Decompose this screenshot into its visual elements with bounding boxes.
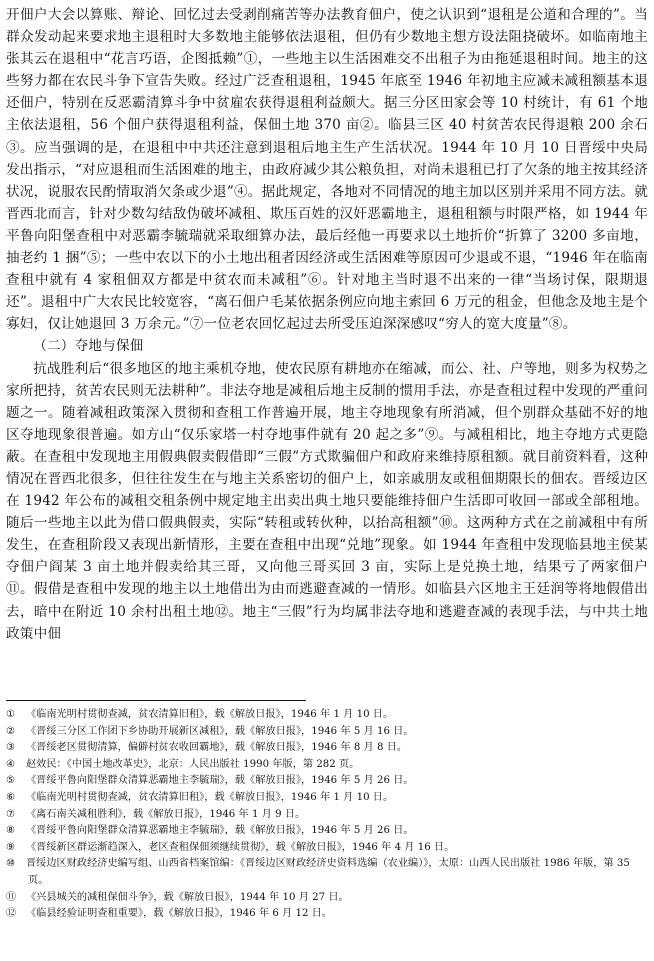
footnote-text: 《临南光明村贯彻查减，贫农清算旧租》，载《解放日报》，1946 年 1 月 10 日。 (26, 791, 394, 803)
footnote-item (6, 773, 648, 790)
paragraph-land-seizure: 抗战胜利后“很多地区的地主乘机夺地，使农民原有耕地亦在缩减，而公、社、户等地，则多为权势之家所把持，贫苦农民则无法耕种”。非法夺地是减租后地主反制的惯用手法，亦是查租过程中发现的严重问题之一。随着减租政策深入贯彻和查租工作普遍开展，地主夺地现象有所消减，但个别群众基础不好的地区夺地现象很普遍。如方山“仅乐家塔一村夺地事件就有 20 起之多”⑨。与减租相比，地主夺地方式更隐蔽。在查租中发现地主用假典假卖假借即“三假”方式欺骗佃户和政府来维持原租额。就目前资料看，这种情况在晋西北很多，但往往发生在与地主关系密切的佃户上，如亲戚朋友或租佃期限长的佃农。晋绥边区在 1942 年公布的减租交租条例中规定地主出卖出典土地只要能维持佃户生活即可收回一部或全部租地。随后一些地主以此为借口假典假卖，实际“转租或转伙种，以抬高租额”⑩。这两种方式在之前减租中有所发生，在查租阶段又表现出新情形，主要在查租中出现“兑地”现象。如 1944 年查租中发现临县地主侯某夺佃户阎某 3 亩土地并假卖给其三哥，又向他三哥买回 3 亩，实际上是兑换土地，结果亏了两家佃户⑪。假借是查租中发现的地主以土地借出为由而逃避查减的一情形。如临县六区地主王廷润等将地假借出去，暗中在附近 10 余村出租土地⑫。地主“三假”行为均属非法夺地和逃避查减的表现手法，与中共土地政策中佃 (6, 360, 648, 642)
footnote-mark: ② (6, 725, 16, 737)
footnote-item (6, 840, 648, 857)
footnote-mark: ⑪ (6, 891, 17, 903)
footnote-mark: ① (6, 709, 16, 720)
footnote-mark: ⑨ (6, 841, 16, 853)
footnote-mark: ③ (6, 742, 16, 754)
footnote-mark: ⑧ (6, 825, 16, 837)
footnotes (6, 707, 648, 923)
footnote-item (6, 823, 648, 840)
footnote-item (6, 807, 648, 824)
footnote-text: 《临南光明村贯彻查减，贫农清算旧租》，载《解放日报》，1946 年 1 月 10 日。 (26, 709, 394, 720)
footnote-item (6, 890, 648, 907)
footnote-item (6, 757, 648, 774)
footnote-divider (6, 700, 306, 701)
footnote-text: 《晋绥平鲁向阳堡群众清算恶霸地主李毓瑞》，载《解放日报》，1946 年 5 月 26 日。 (26, 825, 414, 837)
footnote-text: 《晋绥老区贯彻清算，偏僻村贫农收回霸地》，载《解放日报》，1946 年 8 月 8 日。 (26, 742, 408, 754)
footnote-item (6, 724, 648, 741)
main-text (6, 4, 648, 645)
footnote-item (6, 707, 648, 724)
paragraph-continued: 开佃户大会以算账、辩论、回忆过去受剥削痛苦等办法教育佃户，使之认识到“退租是公道和合理的”。当群众发动起来要求地主退租时大多数地主能够依法退租，但仍有少数地主想方设法阻挠破坏。如临南地主张其云在退租中“花言巧语，企图抵赖”①，一些地主以生活困难交不出租子为由拖延退租时间。地主的这些努力都在农民斗争下宣告失败。经过广泛查租退租，1945 年底至 1946 年初地主应减未减租额基本退还佃户，特别在反恶霸清算斗争中贫雇农获得退租利益颇大。据三分区田家会等 10 村统计，有 61 个地主依法退租，56 个佃户获得退租利益，保佃土地 370 亩②。临县三区 40 村贫苦农民得退粮 200 余石③。应当强调的是，在退租中中共还注意到退租后地主生产生活状况。1944 年 10 月 10 日晋绥中央局发出指示，“对应退租而生活困难的地主，由政府减少其公粮负担，对尚未退租已打了欠条的地主按其经济状况，说服农民酌情取消欠条或少退”④。据此规定，各地对不同情况的地主加以区别并采用不同方法。就晋西北而言，针对少数勾结敌伪破坏减租、欺压百姓的汉奸恶霸地主，退租租额与时限严格，如 1944 年平鲁向阳堡查租中对恶霸李毓瑞就采取细算办法，最后经他一再要求以土地折价“折算了 3200 多亩地，抽老约 1 捆”⑤；一些中农以下的小土地出租者因经济或生活困难等原因可少退或不退，“1946 年在临南查租中就有 4 家租佃双方都是中贫农而未减租”⑥。针对地主当时退不出来的一律“当场讨保，限期退还”。退租中广大农民比较宽容，“离石佃户毛某依据条例应向地主索回 6 万元的租金，但他念及地主是个寡妇，仅让她退回 3 万余元。”⑦一位老农回忆起过去所受压迫深深感叹“穷人的宽大度量”⑧。 (6, 7, 648, 333)
footnote-mark: ⑫ (6, 908, 17, 920)
footnote-text: 《晋绥新区群运渐趋深入，老区查租保佃须继续贯彻》，载《解放日报》，1946 年 4 月 16 日。 (26, 841, 455, 853)
footnote-mark: ⑦ (6, 808, 16, 820)
footnote-text: 《临县经验证明查租重要》，载《解放日报》，1946 年 6 月 12 日。 (26, 908, 333, 920)
footnote-text: 《离石南关减租胜利》，载《解放日报》，1946 年 1 月 9 日。 (26, 808, 306, 820)
footnote-text: 晋绥边区财政经济史编写组、山西省档案馆编：《晋绥边区财政经济史资料选编（农业编）》，太原：山西人民出版社 1986 年版，第 35 页。 (26, 858, 630, 886)
footnote-item (6, 790, 648, 807)
page-body (6, 4, 648, 645)
footnote-item (6, 906, 648, 923)
footnote-mark: ⑥ (6, 791, 16, 803)
footnote-item (6, 740, 648, 757)
footnote-text: 《兴县城关的减租保佃斗争》，载《解放日报》，1944 年 10 月 27 日。 (26, 891, 349, 903)
footnote-mark: ④ (6, 758, 16, 770)
footnote-text: 赵效民：《中国土地改革史》，北京：人民出版社 1990 年版，第 282 页。 (26, 758, 360, 770)
footnote-item (6, 856, 648, 889)
footnote-mark: ⑤ (6, 775, 16, 787)
footnote-text: 《晋绥三分区工作团下乡协助开展新区减租》，载《解放日报》，1946 年 5 月 16 日。 (26, 725, 414, 737)
footnote-mark: ⑩ (6, 858, 16, 870)
footnote-text: 《晋绥平鲁向阳堡群众清算恶霸地主李毓瑞》，载《解放日报》，1946 年 5 月 26 日。 (26, 775, 414, 787)
section-heading: （二）夺地与保佃 (33, 338, 144, 355)
